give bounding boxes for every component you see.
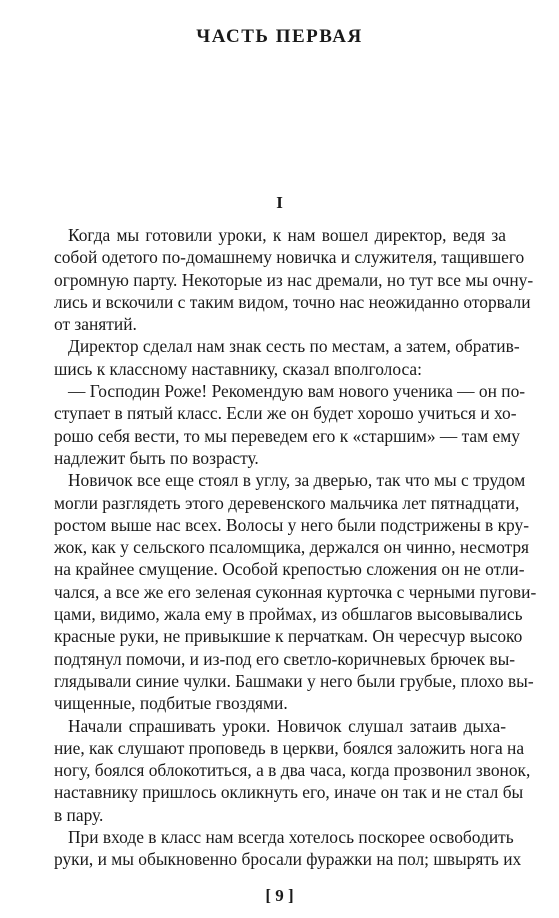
text-line: наставнику пришлось окликнуть его, иначе он так и не стал бы bbox=[54, 782, 524, 803]
text-line: на крайнее смущение. Особой крепостью сложения он не отли- bbox=[54, 559, 525, 580]
text-line: — Господин Роже! Рекомендую вам нового ученика — он по- bbox=[68, 381, 526, 402]
text-line: Директор сделал нам знак сесть по местам, а затем, обратив- bbox=[68, 336, 520, 357]
paragraph bbox=[54, 469, 537, 714]
text-line: подтянул помочи, и из-под его светло-коричневых брючек вы- bbox=[54, 648, 516, 669]
text-line: могли разглядеть этого деревенского мальчика лет пятнадцати, bbox=[54, 492, 520, 513]
paragraph bbox=[54, 224, 534, 335]
text-line: руки, и мы обыкновенно бросали фуражки на пол; швырять их bbox=[54, 849, 522, 870]
text-line: шись к классному наставнику, сказал вполголоса: bbox=[54, 358, 422, 379]
text-line: ступает в пятый класс. Если же он будет хорошо учиться и хо- bbox=[54, 403, 517, 424]
page-number: [ 9 ] bbox=[265, 886, 294, 905]
text-line: рошо себя вести, то мы переведем его к «старшим» — там ему bbox=[54, 425, 520, 446]
text-line: от занятий. bbox=[54, 314, 137, 335]
text-line: Новичок все еще стоял в углу, за дверью, так что мы с трудом bbox=[68, 470, 526, 491]
text-line: цами, видимо, жала ему в проймах, из обшлагов высовывались bbox=[54, 604, 523, 625]
paragraph bbox=[54, 380, 526, 469]
text-line: собой одетого по-домашнему новичка и служителя, тащившего bbox=[54, 247, 525, 268]
text-line: чищенные, подбитые гвоздями. bbox=[54, 693, 288, 714]
paragraph bbox=[54, 715, 531, 826]
text-line: надлежит быть по возрасту. bbox=[54, 447, 259, 468]
paragraph bbox=[54, 826, 522, 871]
text-line: огромную парту. Некоторые из нас дремали, но тут все мы очну- bbox=[54, 269, 534, 290]
part-title: ЧАСТЬ ПЕРВАЯ bbox=[196, 26, 363, 47]
body-text bbox=[54, 224, 537, 871]
text-line: жок, как у сельского псаломщика, держался он чинно, несмотря bbox=[54, 537, 530, 558]
text-line: в пару. bbox=[54, 804, 104, 825]
chapter-number: I bbox=[276, 193, 283, 212]
text-line: Когда мы готовили уроки, к нам вошел директор, ведя за bbox=[68, 225, 506, 245]
text-line: ростом выше нас всех. Волосы у него были подстрижены в кру- bbox=[54, 514, 529, 535]
text-line: При входе в класс нам всегда хотелось поскорее освободить bbox=[68, 827, 514, 848]
text-line: ногу, боялся облокотиться, а в два часа, когда прозвонил звонок, bbox=[54, 760, 531, 781]
paragraph bbox=[54, 335, 520, 380]
text-line: красные руки, не привыкшие к перчаткам. Он чересчур высоко bbox=[54, 626, 523, 647]
text-line: глядывали синие чулки. Башмаки у него были грубые, плохо вы- bbox=[54, 670, 534, 691]
text-line: Начали спрашивать уроки. Новичок слушал затаив дыха- bbox=[68, 715, 506, 736]
text-line: ние, как слушают проповедь в церкви, боялся заложить нога на bbox=[54, 737, 525, 758]
text-line: лись и вскочили с таким видом, точно нас неожиданно оторвали bbox=[54, 291, 531, 312]
text-line: чался, а все же его зеленая суконная курточка с черными пугови- bbox=[54, 581, 537, 602]
